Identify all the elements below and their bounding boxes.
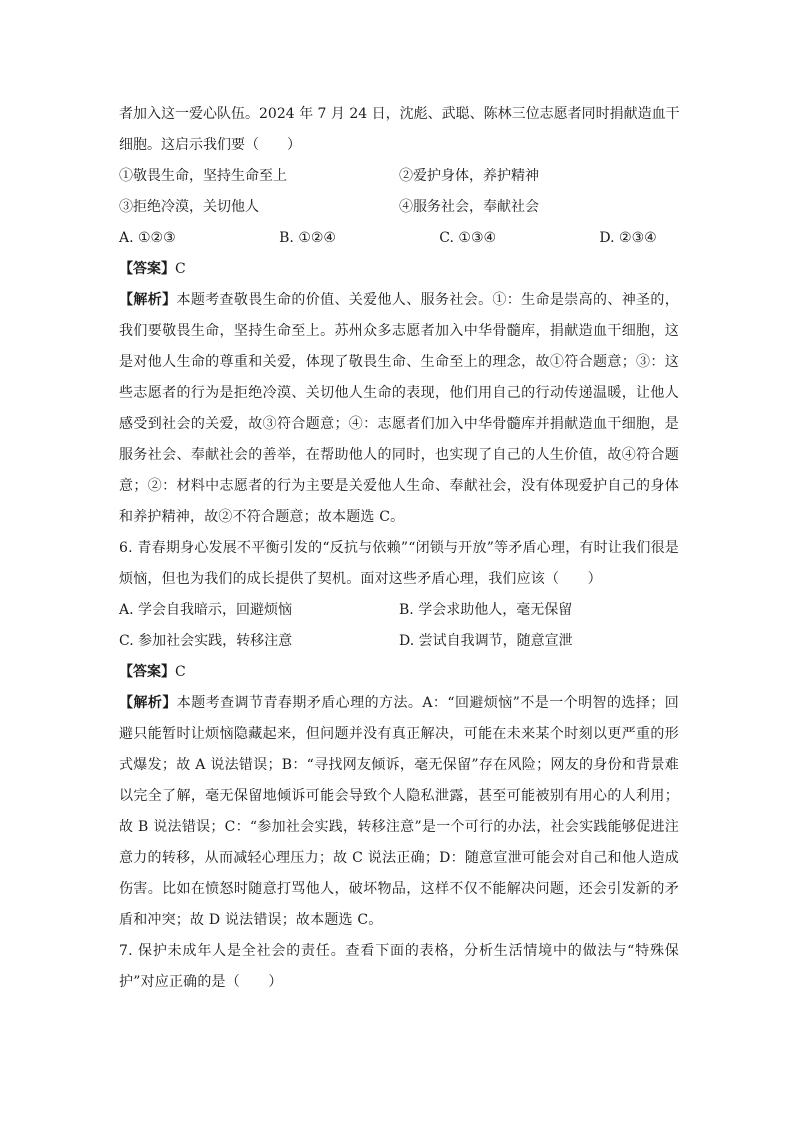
q6-options-row2 bbox=[119, 626, 679, 657]
q5-analysis-tag: 【解析】 bbox=[119, 292, 177, 308]
q5-statements-row2 bbox=[119, 192, 679, 223]
q6-option-d: D. 尝试自我调节，随意宣泄 bbox=[399, 633, 573, 649]
q5-statement-2: ②爱护身体，养护精神 bbox=[399, 168, 539, 184]
q6-option-a: A. 学会自我暗示，回避烦恼 bbox=[119, 602, 293, 618]
q5-option-a: A. ①②③ bbox=[119, 230, 176, 246]
q5-options bbox=[119, 223, 679, 254]
q5-option-b: B. ①②④ bbox=[279, 230, 336, 246]
q5-analysis-text: 本题考查敬畏生命的价值、关爱他人、服务社会。①：生命是崇高的、神圣的，我们要敬畏生命，坚持生命至上。苏州众多志愿者加入中华骨髓库，捐献造血干细胞，这是对他人生命的尊重和关爱，体现了敬畏生命、生命至上的理念，故①符合题意；③：这些志愿者的行为是拒绝冷漠、关切他人生命的表现，他们用自己的行动传递温暖，让他人感受到社会的关爱，故③符合题意；④：志愿者们加入中华骨髓库并捐献造血干细胞，是服务社会、奉献社会的善举，在帮助他人的同时，也实现了自己的人生价值，故④符合题意；②：材料中志愿者的行为主要是关爱他人生命、奉献社会，没有体现爱护自己的身体和养护精神，故②不符合题意；故本题选 C。 bbox=[119, 292, 679, 525]
q6-analysis bbox=[119, 688, 679, 936]
q6-analysis-tag: 【解析】 bbox=[119, 695, 177, 711]
q6-analysis-text: 本题考查调节青春期矛盾心理的方法。A：“回避烦恼”不是一个明智的选择；回避只能暂时让烦恼隐藏起来，但问题并没有真正解决，可能在未来某个时刻以更严重的形式爆发；故 A 说法错误；B：“寻找网友倾诉，毫无保留”存在风险；网友的身份和背景难以完全了解，毫无保留地倾诉可能会导致个人隐私泄露，甚至可能被别有用心的人利用；故 B 说法错误；C：“参加社会实践，转移注意”是一个可行的办法，社会实践能够促进注意力的转移，从而减轻心理压力；故 C 说法正确；D：随意宣泄可能会对自己和他人造成伤害。比如在愤怒时随意打骂他人，破坏物品，这样不仅不能解决问题，还会引发新的矛盾和冲突；故 D 说法错误；故本题选 C。 bbox=[119, 695, 679, 928]
document-page bbox=[119, 99, 679, 998]
q6-options-row1 bbox=[119, 595, 679, 626]
q5-statement-4: ④服务社会，奉献社会 bbox=[399, 199, 539, 215]
q5-analysis bbox=[119, 285, 679, 533]
q5-answer bbox=[119, 254, 679, 285]
q5-answer-tag: 【答案】 bbox=[119, 261, 175, 277]
q6-option-b: B. 学会求助他人，毫无保留 bbox=[399, 602, 573, 618]
q5-option-d: D. ②③④ bbox=[599, 230, 657, 246]
q6-option-c: C. 参加社会实践，转移注意 bbox=[119, 633, 293, 649]
q5-answer-value: C bbox=[175, 261, 186, 277]
q5-stem-line1: 者加入这一爱心队伍。2024 年 7 月 24 日，沈彪、武聪、陈林三位志愿者同时捐献造血干 bbox=[119, 106, 680, 122]
q5-statement-1: ①敬畏生命，坚持生命至上 bbox=[119, 168, 287, 184]
q5-statement-3: ③拒绝冷漠，关切他人 bbox=[119, 199, 259, 215]
q6-answer-value: C bbox=[175, 664, 186, 680]
q5-statements-row1 bbox=[119, 161, 679, 192]
q5-option-c: C. ①③④ bbox=[439, 230, 497, 246]
q6-stem: 6. 青春期身心发展不平衡引发的“反抗与依赖”“闭锁与开放”等矛盾心理，有时让我们很是烦恼，但也为我们的成长提供了契机。面对这些矛盾心理，我们应该（ ） bbox=[119, 540, 679, 587]
q6-answer-tag: 【答案】 bbox=[119, 664, 175, 680]
q7-stem: 7. 保护未成年人是全社会的责任。查看下面的表格，分析生活情境中的做法与“特殊保护”对应正确的是（ ） bbox=[119, 943, 679, 990]
q6-answer bbox=[119, 657, 679, 688]
q5-stem-line2: 细胞。这启示我们要（ ） bbox=[119, 137, 301, 153]
